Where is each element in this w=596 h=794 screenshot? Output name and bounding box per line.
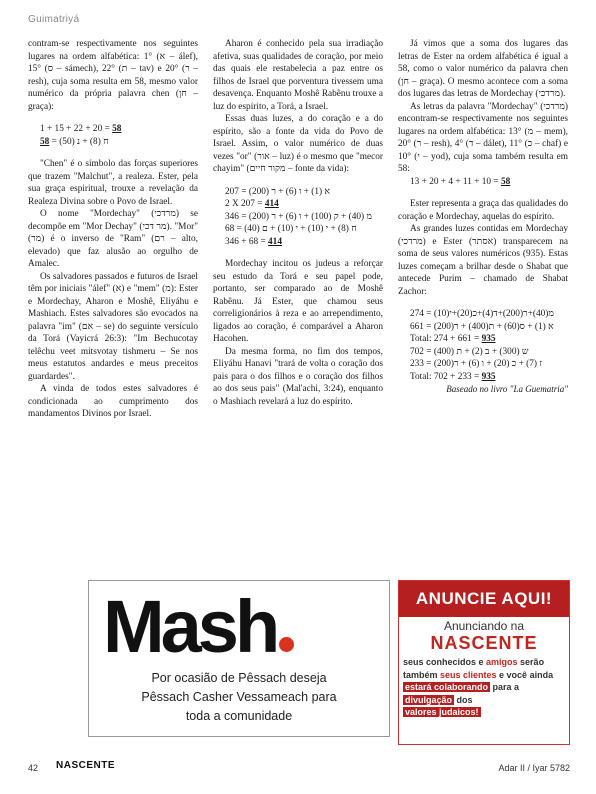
paragraph: Aharon é conhecido pela sua irradiação afetiva, suas qualidades de coração, por meio das quais ele restabelecia a paz entre os filhos de Israel que porventura tivessem uma desavença. Enquanto Moshê Rabênu trouxe a luz do espírito, a Torá, a Israel.: [213, 39, 383, 112]
calculation: ח (8) + נ (50) = 58: [40, 136, 109, 147]
anuncie-advertisement: [398, 580, 570, 745]
calculation: מ(40)+ר(200)+ד(4)+כ(20)+י(10) = 274: [410, 309, 554, 319]
calculation: א (1) + ו (6) + ר (200) = 207: [225, 186, 330, 197]
calculation: א (1) + ס(60) + ת(400) + ר(200) = 661: [410, 321, 554, 332]
paragraph: Já vimos que a soma dos lugares das letras de Ester na ordem alfabética é igual a 58, como o valor numérico da palavra chen (חן – graça). O mesmo acontece com a soma dos lugares das letras de Mordechay (מרדכי).: [398, 39, 568, 99]
article-column-1: [28, 38, 198, 421]
paragraph: O nome "Mordechay" (מרדכי) se decompõe em "Mor Dechay" (מר דכי). "Mor" (מר) é o inverso de "Ram" (רם – alto, elevado) que faz alusão ao orgulho de Amalec.: [28, 209, 198, 269]
paragraph: As letras da palavra "Mordechay" (מרדכי) encontram-se respectivamente nos seguintes lugares na ordem alfabética: 13° (מ – mem), 20° (ר – resh), 4° (ד – dálet), 11° (כ – chaf) e 10° (י – yod), cuja soma também resulta em 58:: [398, 101, 569, 174]
mash-message: Por ocasião de Pêssach deseja Pêssach Casher Vessameach para toda a comunidade: [141, 671, 337, 723]
calculation: 13 + 20 + 4 + 11 + 10 = 58: [410, 176, 511, 187]
calculation: ח (8) + י (10) + י (10) + ם (40) = 68: [225, 224, 357, 234]
calculation: 346 + 68 = 414: [225, 236, 282, 247]
mash-advertisement: [88, 580, 390, 737]
calculation: ש (300) + ב (2) + ת (400) = 702: [410, 346, 529, 357]
ad-body: seus conhecidos e amigos serão também seus clientes e você ainda estará colaborando para a divulgação dos valores judaicos!: [403, 657, 554, 717]
paragraph: A vinda de todos estes salvadores é condicionada ao cumprimento dos mandamentos Divinos por Israel.: [28, 384, 198, 419]
nascente-logo: NASCENTE: [430, 633, 538, 653]
article-column-3: [398, 38, 568, 396]
calculation: Total: 702 + 233 = 935: [410, 371, 496, 382]
paragraph: Mordechay incitou os judeus a reforçar seu estudo da Torá e seu papel pode, portanto, ser comparado ao de Moshê Rabênu. Já Ester, que chamou seus correligionários à reza e ao arrependimento, ligados ao coração, é comparável a Aharon Hacohen.: [213, 259, 383, 344]
ad-headline: ANUNCIE AQUI!: [399, 581, 569, 617]
section-tag: Guimatriyá: [28, 14, 80, 25]
magazine-logo: NASCENTE: [56, 760, 116, 771]
paragraph: Os salvadores passados e futuros de Israel têm por iniciais "álef" (א) e "mem" (מ): Ester e Mordechay, Aharon e Moshê, Eliyáhu e Mashiach. Estes salvadores são evocados na palavra "im" (אם – se) do seguinte versículo da Torá (Vayicrá 26:3): "Im Bechucotay telêchu veet mitsvotay tishmeru – Se nos meus estatutos andardes e meus preceitos guardardes".: [28, 271, 198, 382]
issue-date: Adar II / Iyar 5782: [498, 763, 570, 773]
paragraph: "Chen" é o símbolo das forças superiores que trazem "Malchut", a realeza. Ester, pela sua graça espiritual, trouxe a revelação da Realeza Divina sobre o Povo de Israel.: [28, 159, 198, 207]
article-column-2: [213, 38, 383, 408]
mash-logo: Mash: [103, 587, 294, 667]
source-credit: Baseado no livro "La Guematria": [446, 384, 568, 394]
calculation: מ (40) + ק (100) + ו (6) + ר (200) = 346: [225, 211, 372, 222]
paragraph: Essas duas luzes, a do coração e a do espírito, são a fonte da vida do Povo de Israel. Assim, o valor numérico de duas vezes "or" (אור – luz) é o mesmo que "mecor chayim" (מקור חיים – fonte da vida):: [213, 114, 383, 174]
calculation: 1 + 15 + 22 + 20 = 58: [40, 124, 122, 134]
page-number: 42: [28, 763, 39, 773]
calculation: 2 X 207 = 414: [225, 199, 279, 209]
paragraph: contram-se respectivamente nos seguintes lugares na ordem alfabética: 1° (א – álef), 15° (ס – sámech), 22° (ת – tav) e 20° (ר – resh), cuja soma resulta em 58, mesmo valor numérico da própria palavra chen (חן – graça):: [28, 39, 198, 112]
calculation: Total: 274 + 661 = 935: [410, 334, 496, 344]
calculation: ז (7) + כ (20) + ו (6) + ר(200) = 233: [410, 359, 542, 369]
logo-dot-icon: [279, 637, 294, 652]
paragraph: Ester representa a graça das qualidades do coração e Mordechay, aquelas do espírito.: [398, 199, 568, 222]
ad-subtitle: Anunciando na: [443, 619, 525, 633]
paragraph: As grandes luzes contidas em Mordechay (מרדכי) e Ester (אסתר) transparecem na soma de seus valores numéricos (935). Estas luzes começam a brilhar desde o Shabat que antecede Purim – chamado de Shabat Zachor:: [398, 224, 568, 297]
paragraph: Da mesma forma, no fim dos tempos, Eliyáhu Hanavi "trará de volta o coração dos pais para o dos filhos e o coração dos filhos ao dos seus pais" (Mal'achi, 3:24), enquanto o Mashiach revelará a luz do espírito.: [213, 346, 383, 407]
